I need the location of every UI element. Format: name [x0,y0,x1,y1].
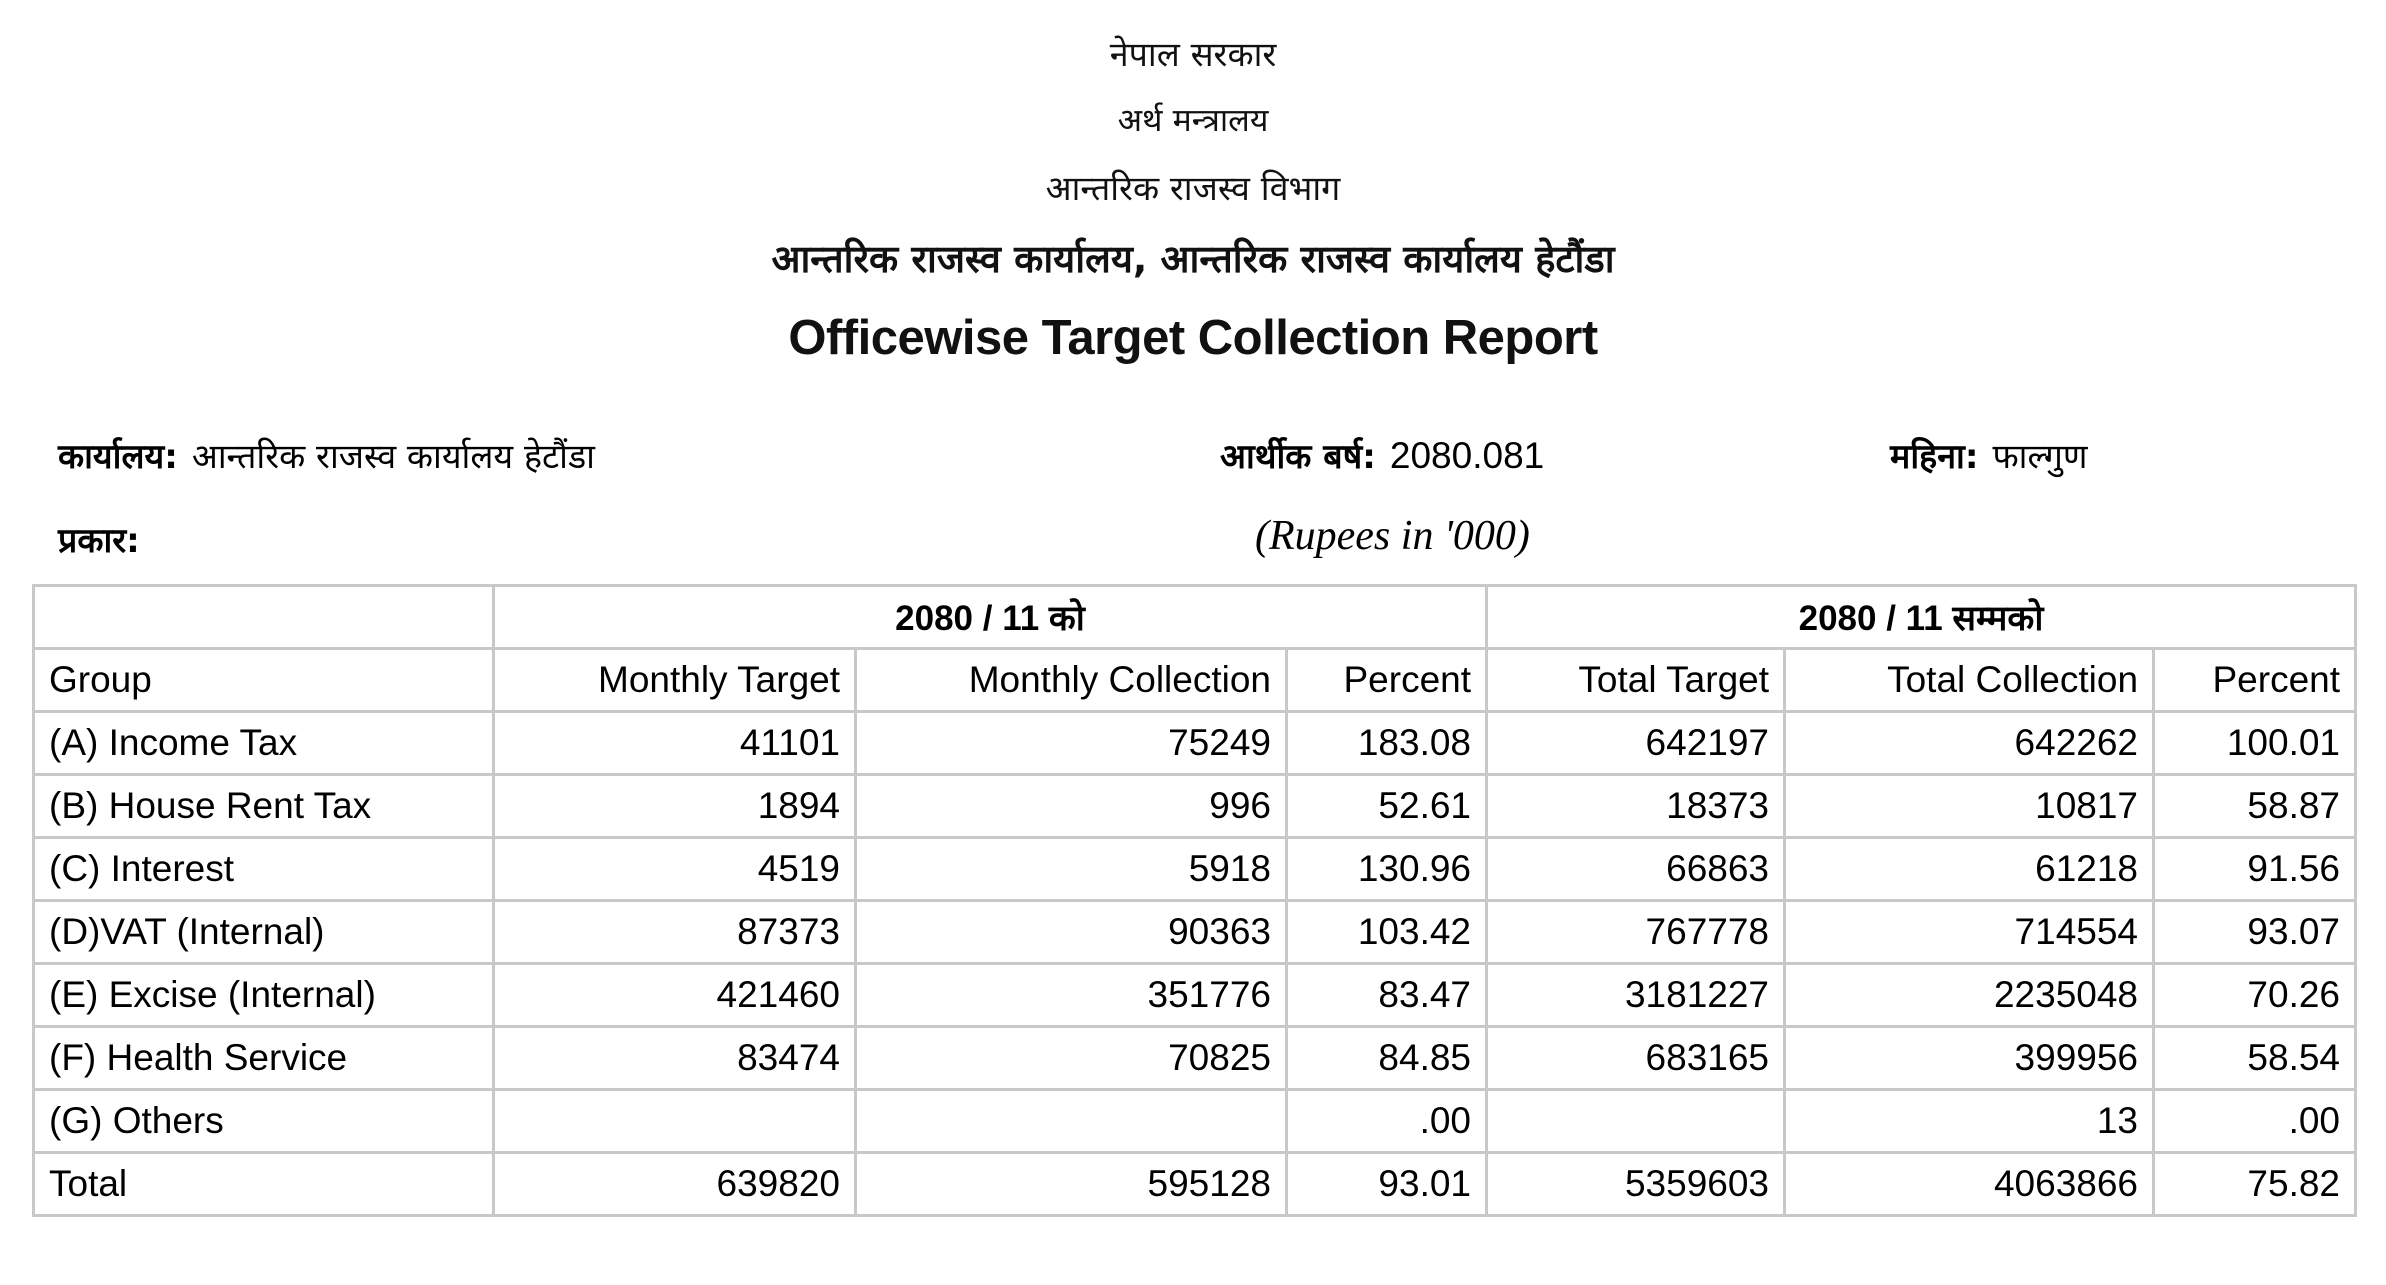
cell-monthly-percent: 84.85 [1287,1027,1487,1090]
column-header-row [34,649,2356,712]
units-note: (Rupees in '000) [1255,513,1530,559]
table-row [34,838,2356,901]
cell-monthly-collection: 70825 [856,1027,1287,1090]
group-header-blank [34,586,494,649]
table-row [34,1153,2356,1216]
cell-total-collection: 642262 [1785,712,2154,775]
table-body [34,649,2356,1216]
cell-group: (D)VAT (Internal) [34,901,494,964]
office-label: कार्यालय: [58,437,178,477]
column-header-total-percent: Percent [2154,649,2356,712]
column-header-group: Group [34,649,494,712]
cell-monthly-percent: 93.01 [1287,1153,1487,1216]
group-header-row [34,586,2356,649]
table-row [34,712,2356,775]
cell-monthly-target: 83474 [494,1027,856,1090]
cell-monthly-collection: 75249 [856,712,1287,775]
cell-total-percent: 75.82 [2154,1153,2356,1216]
cell-monthly-target: 41101 [494,712,856,775]
cell-total-target [1487,1090,1785,1153]
office-meta [58,432,595,478]
column-header-total-collection: Total Collection [1785,649,2154,712]
cell-group: (F) Health Service [34,1027,494,1090]
cell-monthly-collection: 90363 [856,901,1287,964]
cell-monthly-target [494,1090,856,1153]
fiscal-year-meta [1220,432,1544,478]
collection-table [32,584,2357,1217]
cell-monthly-target: 4519 [494,838,856,901]
cell-total-collection: 714554 [1785,901,2154,964]
cell-monthly-percent: 183.08 [1287,712,1487,775]
fiscal-year-value: 2080.081 [1389,435,1545,476]
cell-total-percent: 93.07 [2154,901,2356,964]
cell-total-collection: 13 [1785,1090,2154,1153]
office-value: आन्तरिक राजस्व कार्यालय हेटौंडा [191,437,595,477]
cell-group: (G) Others [34,1090,494,1153]
cell-group: Total [34,1153,494,1216]
govt-name: नेपाल सरकार [1109,35,1277,75]
cell-total-percent: .00 [2154,1090,2356,1153]
column-header-monthly-percent: Percent [1287,649,1487,712]
cell-group: (B) House Rent Tax [34,775,494,838]
cell-group: (E) Excise (Internal) [34,964,494,1027]
cell-total-target: 5359603 [1487,1153,1785,1216]
cell-total-percent: 58.87 [2154,775,2356,838]
cell-total-target: 642197 [1487,712,1785,775]
cell-total-target: 3181227 [1487,964,1785,1027]
column-header-monthly-collection: Monthly Collection [856,649,1287,712]
cell-group: (C) Interest [34,838,494,901]
cell-total-collection: 61218 [1785,838,2154,901]
report-title: Officewise Target Collection Report [788,311,1598,365]
cell-total-target: 683165 [1487,1027,1785,1090]
cell-monthly-target: 421460 [494,964,856,1027]
month-meta [1890,432,2087,478]
cell-monthly-percent: 83.47 [1287,964,1487,1027]
cumulative-group-header: 2080 / 11 सम्मको [1487,586,2356,649]
table-row [34,1027,2356,1090]
cell-monthly-collection: 351776 [856,964,1287,1027]
cell-monthly-percent: 103.42 [1287,901,1487,964]
cell-total-percent: 100.01 [2154,712,2356,775]
month-label: महिना: [1890,437,1979,477]
cell-monthly-target: 639820 [494,1153,856,1216]
type-meta [58,516,154,562]
cell-monthly-percent: 52.61 [1287,775,1487,838]
cell-total-percent: 70.26 [2154,964,2356,1027]
table-row [34,1090,2356,1153]
department-name: आन्तरिक राजस्व विभाग [1045,169,1341,209]
cell-total-percent: 58.54 [2154,1027,2356,1090]
cell-total-target: 767778 [1487,901,1785,964]
table-row [34,901,2356,964]
column-header-total-target: Total Target [1487,649,1785,712]
column-header-monthly-target: Monthly Target [494,649,856,712]
month-value: फाल्गुण [1992,437,2088,477]
cell-monthly-target: 87373 [494,901,856,964]
cell-monthly-percent: .00 [1287,1090,1487,1153]
office-full-name: आन्तरिक राजस्व कार्यालय, आन्तरिक राजस्व कार्यालय हेटौंडा [771,237,1615,281]
cell-total-collection: 10817 [1785,775,2154,838]
fiscal-year-label: आर्थीक बर्ष: [1220,437,1376,477]
ministry-name: अर्थ मन्त्रालय [1117,101,1269,139]
month-group-header: 2080 / 11 को [494,586,1487,649]
cell-total-target: 66863 [1487,838,1785,901]
cell-monthly-target: 1894 [494,775,856,838]
table-row [34,964,2356,1027]
cell-total-percent: 91.56 [2154,838,2356,901]
cell-total-collection: 399956 [1785,1027,2154,1090]
type-label: प्रकार: [58,521,140,561]
cell-monthly-collection: 5918 [856,838,1287,901]
table-row [34,775,2356,838]
cell-group: (A) Income Tax [34,712,494,775]
cell-monthly-collection [856,1090,1287,1153]
cell-total-collection: 2235048 [1785,964,2154,1027]
cell-total-target: 18373 [1487,775,1785,838]
cell-monthly-collection: 595128 [856,1153,1287,1216]
cell-total-collection: 4063866 [1785,1153,2154,1216]
cell-monthly-percent: 130.96 [1287,838,1487,901]
cell-monthly-collection: 996 [856,775,1287,838]
